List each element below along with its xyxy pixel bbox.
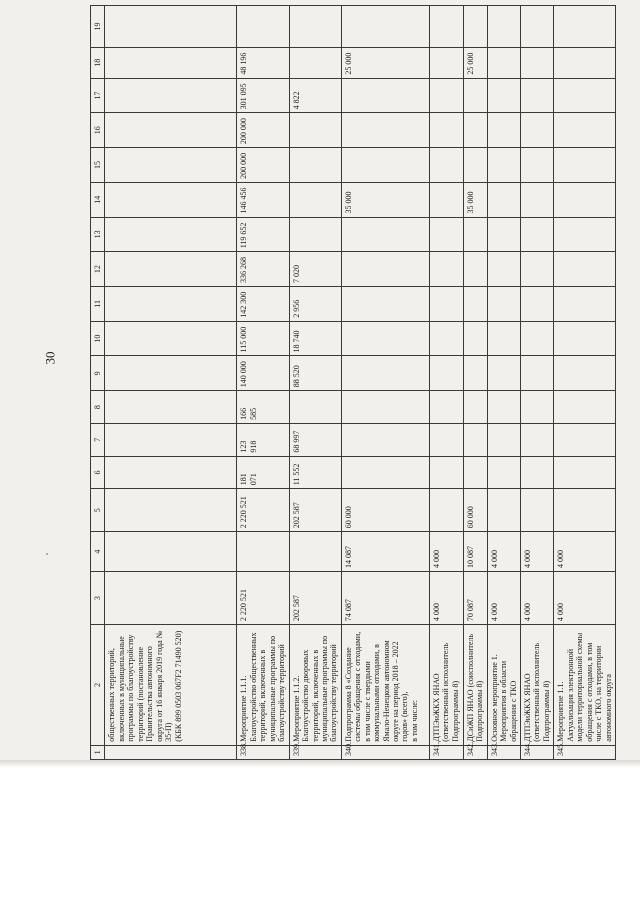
value-cell [463, 356, 487, 391]
value-cell [341, 287, 429, 322]
value-cell [554, 217, 616, 252]
value-cell: 301 095 [237, 78, 289, 113]
row-description: общественных территорий, включенных в муниципальные программы по благоустройству территорий (постановление Правительства автономного округа от 16 января 2019 года № 35-П) (КБК 899 0503 067F2 71490 520) [105, 625, 237, 746]
budget-table [90, 5, 616, 760]
header-cell: 2 [91, 625, 105, 746]
value-cell [521, 113, 554, 148]
value-cell [105, 532, 237, 572]
value-cell [487, 321, 520, 356]
header-cell: 9 [91, 356, 105, 391]
row-description: Мероприятие 1.1.2. Благоустройство дворовых территорий, включенных в муниципальные программы по благоустройству территорий [289, 625, 341, 746]
value-cell [289, 182, 341, 217]
value-cell: 140 000 [237, 356, 289, 391]
value-cell: 142 300 [237, 287, 289, 322]
value-cell: 4 000 [554, 572, 616, 625]
value-cell [429, 391, 463, 424]
value-cell [554, 391, 616, 424]
value-cell [554, 78, 616, 113]
value-cell: 4 000 [554, 532, 616, 572]
value-cell [429, 182, 463, 217]
value-cell [487, 78, 520, 113]
value-cell [341, 456, 429, 489]
value-cell: 119 652 [237, 217, 289, 252]
value-cell [341, 423, 429, 456]
value-cell [487, 217, 520, 252]
value-cell: 60 000 [341, 489, 429, 532]
value-cell [521, 356, 554, 391]
value-cell [105, 321, 237, 356]
value-cell: 25 000 [341, 47, 429, 78]
value-cell: 2 220 521 [237, 572, 289, 625]
value-cell [289, 47, 341, 78]
value-cell: 115 000 [237, 321, 289, 356]
row-description: ДТПЭиЖКХ ЯНАО (ответственный исполнитель Подпрограммы 8) [521, 625, 554, 746]
value-cell [341, 321, 429, 356]
row-description: Мероприятие 1.1. Актуализация электронной модели территориальной схемы обращения с отходами, в том числе с ТКО, на территории автономного округа [554, 625, 616, 746]
header-cell: 14 [91, 182, 105, 217]
header-cell: 1 [91, 745, 105, 759]
table-row [463, 6, 487, 760]
value-cell [105, 572, 237, 625]
value-cell [487, 423, 520, 456]
table-row [487, 6, 520, 760]
value-cell [429, 78, 463, 113]
value-cell [289, 113, 341, 148]
value-cell: 70 087 [463, 572, 487, 625]
header-cell: 11 [91, 287, 105, 322]
header-cell: 16 [91, 113, 105, 148]
value-cell: 123 918 [237, 423, 289, 456]
header-cell: 3 [91, 572, 105, 625]
row-number: 344. [521, 745, 554, 759]
value-cell [521, 182, 554, 217]
row-number: 343. [487, 745, 520, 759]
value-cell [105, 113, 237, 148]
header-cell: 13 [91, 217, 105, 252]
value-cell [487, 148, 520, 183]
value-cell: 4 000 [429, 532, 463, 572]
value-cell [341, 217, 429, 252]
value-cell [487, 182, 520, 217]
value-cell: 7 020 [289, 252, 341, 287]
value-cell [105, 456, 237, 489]
value-cell [463, 252, 487, 287]
value-cell [237, 532, 289, 572]
value-cell [105, 391, 237, 424]
value-cell: 146 456 [237, 182, 289, 217]
value-cell: 48 196 [237, 47, 289, 78]
value-cell [554, 489, 616, 532]
value-cell [237, 6, 289, 48]
header-cell: 6 [91, 456, 105, 489]
value-cell [341, 78, 429, 113]
header-cell: 12 [91, 252, 105, 287]
value-cell [105, 287, 237, 322]
value-cell [521, 252, 554, 287]
header-cell: 17 [91, 78, 105, 113]
value-cell: 181 071 [237, 456, 289, 489]
value-cell [554, 287, 616, 322]
value-cell [521, 148, 554, 183]
value-cell: 166 585 [237, 391, 289, 424]
value-cell: 202 587 [289, 572, 341, 625]
header-cell: 7 [91, 423, 105, 456]
value-cell: 4 822 [289, 78, 341, 113]
table-row [105, 6, 237, 760]
value-cell: 4 000 [429, 572, 463, 625]
value-cell [521, 6, 554, 48]
table-body [91, 6, 616, 760]
value-cell [429, 489, 463, 532]
row-number [105, 745, 237, 759]
header-cell: 18 [91, 47, 105, 78]
value-cell [341, 252, 429, 287]
value-cell [554, 113, 616, 148]
value-cell [105, 6, 237, 48]
value-cell [429, 356, 463, 391]
value-cell [289, 391, 341, 424]
value-cell [289, 217, 341, 252]
value-cell [105, 252, 237, 287]
value-cell [487, 391, 520, 424]
table-viewport [90, 5, 613, 760]
value-cell: 18 740 [289, 321, 341, 356]
value-cell [554, 356, 616, 391]
table-row [341, 6, 429, 760]
value-cell [341, 391, 429, 424]
row-number: 339. [289, 745, 341, 759]
value-cell [521, 391, 554, 424]
value-cell [487, 47, 520, 78]
value-cell [554, 321, 616, 356]
value-cell [463, 148, 487, 183]
page-number: 30 [42, 351, 58, 365]
value-cell: 200 000 [237, 148, 289, 183]
value-cell [521, 489, 554, 532]
value-cell: 11 552 [289, 456, 341, 489]
header-cell: 4 [91, 532, 105, 572]
value-cell: 88 520 [289, 356, 341, 391]
value-cell [429, 321, 463, 356]
value-cell: 336 268 [237, 252, 289, 287]
value-cell [554, 252, 616, 287]
value-cell [463, 423, 487, 456]
value-cell: 4 000 [487, 572, 520, 625]
value-cell [429, 252, 463, 287]
value-cell [429, 6, 463, 48]
value-cell: 4 000 [521, 532, 554, 572]
value-cell [429, 217, 463, 252]
value-cell [105, 148, 237, 183]
header-cell: 8 [91, 391, 105, 424]
header-cell: 15 [91, 148, 105, 183]
header-cell: 10 [91, 321, 105, 356]
value-cell [487, 252, 520, 287]
value-cell [521, 287, 554, 322]
value-cell [289, 6, 341, 48]
value-cell [289, 532, 341, 572]
value-cell [487, 6, 520, 48]
row-description: Подпрограмма 8 «Создание системы обращения с отходами, в том числе с твердыми коммунальными отходами, в Ямало-Ненецком автономном округе на период 2018 – 2022 годов» (всего), в том числе: [341, 625, 429, 746]
value-cell [429, 456, 463, 489]
row-description: Основное мероприятие 1. Мероприятия в области обращения с ТКО [487, 625, 520, 746]
row-description: Мероприятие 1.1.1. Благоустройство общественных территорий, включенных в муниципальные программы по благоустройству территорий [237, 625, 289, 746]
table-row [289, 6, 341, 760]
value-cell [429, 287, 463, 322]
row-number: 338. [237, 745, 289, 759]
value-cell: 4 000 [487, 532, 520, 572]
row-number: 340. [341, 745, 429, 759]
value-cell [521, 321, 554, 356]
value-cell: 25 000 [463, 47, 487, 78]
value-cell [341, 356, 429, 391]
row-number: 341. [429, 745, 463, 759]
value-cell: 2 220 521 [237, 489, 289, 532]
value-cell [487, 113, 520, 148]
value-cell [521, 423, 554, 456]
value-cell [105, 489, 237, 532]
value-cell [463, 217, 487, 252]
value-cell [429, 423, 463, 456]
value-cell [521, 217, 554, 252]
value-cell [554, 6, 616, 48]
value-cell [463, 78, 487, 113]
row-description: ДТПЭиЖКХ ЯНАО (ответственный исполнитель Подпрограммы 8) [429, 625, 463, 746]
value-cell [463, 113, 487, 148]
value-cell: 200 000 [237, 113, 289, 148]
value-cell [429, 47, 463, 78]
value-cell: 74 087 [341, 572, 429, 625]
scan-edge [0, 760, 640, 768]
value-cell: 4 000 [521, 572, 554, 625]
value-cell [463, 391, 487, 424]
value-cell [463, 287, 487, 322]
value-cell [554, 182, 616, 217]
value-cell [105, 423, 237, 456]
value-cell [429, 148, 463, 183]
value-cell [521, 47, 554, 78]
value-cell [105, 47, 237, 78]
value-cell [463, 321, 487, 356]
value-cell [487, 489, 520, 532]
value-cell [487, 456, 520, 489]
value-cell [554, 423, 616, 456]
value-cell [487, 287, 520, 322]
value-cell: 35 000 [463, 182, 487, 217]
row-description: ДСиЖП ЯНАО (соисполнитель Подпрограммы 8) [463, 625, 487, 746]
value-cell [554, 47, 616, 78]
scan-speck [46, 553, 48, 555]
value-cell: 60 000 [463, 489, 487, 532]
value-cell [521, 78, 554, 113]
table-row [554, 6, 616, 760]
value-cell [463, 456, 487, 489]
header-cell: 19 [91, 6, 105, 48]
value-cell [105, 78, 237, 113]
table-row [237, 6, 289, 760]
value-cell: 14 087 [341, 532, 429, 572]
value-cell [554, 148, 616, 183]
value-cell [105, 217, 237, 252]
rotated-table-wrapper [90, 5, 613, 760]
row-number: 342. [463, 745, 487, 759]
value-cell: 68 997 [289, 423, 341, 456]
value-cell: 35 000 [341, 182, 429, 217]
value-cell [341, 113, 429, 148]
value-cell [554, 456, 616, 489]
value-cell: 2 956 [289, 287, 341, 322]
table-row [429, 6, 463, 760]
row-number: 345. [554, 745, 616, 759]
value-cell [341, 6, 429, 48]
value-cell [487, 356, 520, 391]
value-cell [105, 182, 237, 217]
header-row [91, 6, 105, 760]
value-cell [341, 148, 429, 183]
value-cell [289, 148, 341, 183]
value-cell [105, 356, 237, 391]
value-cell: 10 087 [463, 532, 487, 572]
header-cell: 5 [91, 489, 105, 532]
table-row [521, 6, 554, 760]
value-cell [521, 456, 554, 489]
value-cell [463, 6, 487, 48]
value-cell [429, 113, 463, 148]
value-cell: 202 587 [289, 489, 341, 532]
